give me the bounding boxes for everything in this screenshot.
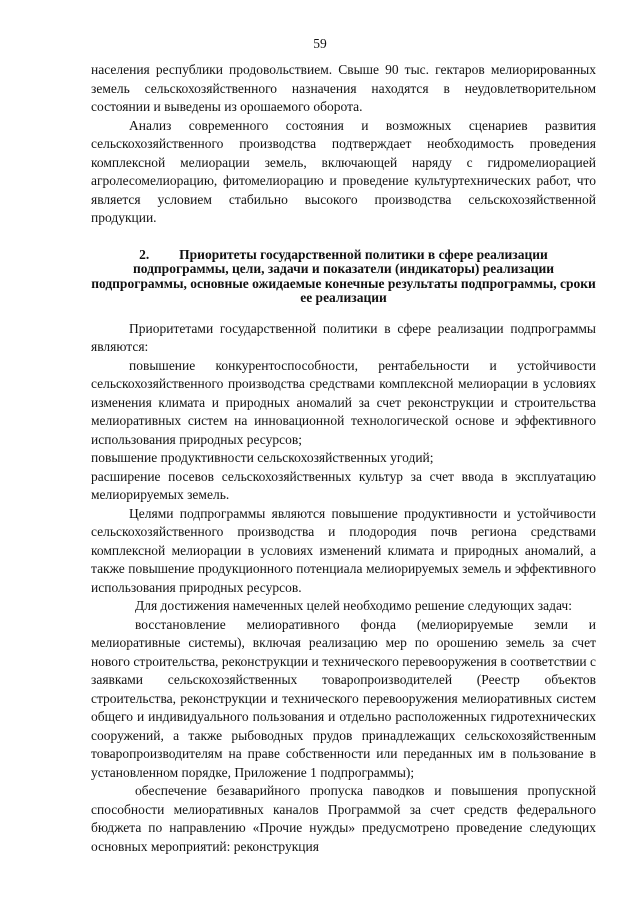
intro-paragraphs [91,61,596,228]
paragraph: повышение конкурентоспособности, рентабельности и устойчивости сельскохозяйственного производства средствами комплексной мелиорации в условиях изменения климата и природных аномалий за счет реконструкции и строительства мелиоративных систем на инновационной технологической основе и эффективного использования природных ресурсов; [91,357,596,447]
document-body [91,61,596,856]
paragraph: обеспечение безаварийного пропуска паводков и повышения пропускной способности мелиоративных каналов Программой за счет средств федерального бюджета по направлению «Прочие нужды» предусмотрено проведение следующих основных мероприятий: реконструкция [91,783,596,854]
paragraph: Приоритетами государственной политики в сфере реализации подпрограммы являются: [91,320,596,354]
paragraph: Для достижения намеченных целей необходимо решение следующих задач: [135,598,572,613]
paragraph: повышение продуктивности сельскохозяйственных угодий; [91,450,434,465]
page-number: 59 [313,36,327,51]
paragraph: Анализ современного состояния и возможных сценариев развития сельскохозяйственного производства подтверждает необходимость проведения комплексной мелиорации земель, включающей наряду с гидромелиорацией агролесомелиорацию, фитомелиорацию и проведение культуртехнических работ, что является условием стабильно высокого производства сельскохозяйственной продукции. [91,117,596,225]
section-title: Приоритеты государственной политики в сфере реализации подпрограммы, цели, задачи и показатели (индикаторы) реализации подпрограммы, основные ожидаемые конечные результаты подпрограммы, сроки ее реализации [91,246,596,305]
paragraph: Целями подпрограммы являются повышение продуктивности и устойчивости сельскохозяйственного производства и плодородия почв региона средствами комплексной мелиорации в условиях изменений климата и природных аномалий, а также повышение продукционного потенциала мелиорируемых земель и эффективного использования природных ресурсов. [91,505,596,595]
paragraph: восстановление мелиоративного фонда (мелиорируемые земли и мелиоративные системы), включая реализацию мер по орошению земель за счет нового строительства, реконструкции и технического перевооружения в соответствии с заявками сельскохозяйственных товаропроизводителей (Реестр объектов строительства, реконструкции и технического перевооружения мелиоративных систем общего и индивидуального пользования и отдельно расположенных гидротехнических сооружений, а также рыбоводных прудов принадлежащих сельскохозяйственным товаропроизводителям на праве собственности или переданных им в пользование в установленном порядке, Приложение 1 подпрограммы); [91,616,596,780]
paragraph: расширение посевов сельскохозяйственных культур за счет ввода в эксплуатацию мелиорируемых земель. [91,468,596,502]
paragraph: населения республики продовольствием. Свыше 90 тыс. гектаров мелиорированных земель сельскохозяйственного назначения находятся в неудовлетворительном состоянии и выведены из орошаемого оборота. [91,62,596,114]
section-number: 2. [139,246,150,262]
section-paragraphs [91,320,596,857]
section-heading [91,248,596,306]
